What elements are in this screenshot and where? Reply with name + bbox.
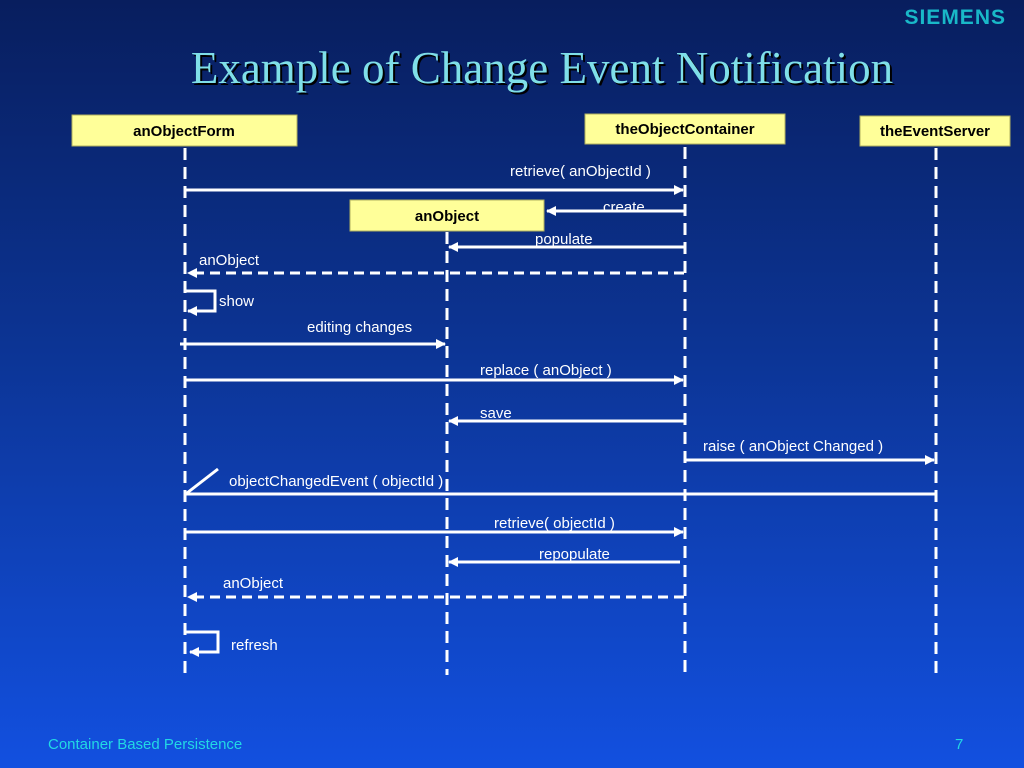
object-label-server: theEventServer	[879, 123, 991, 140]
object-label-form: anObjectForm	[133, 123, 235, 140]
msg-retrieve2-label: retrieve( objectId )	[494, 515, 615, 532]
msg-refresh-loop	[186, 632, 218, 652]
msg-editing-label: editing changes	[307, 319, 413, 336]
msg-refresh-label: refresh	[231, 637, 278, 654]
msg-replace-label: replace ( anObject )	[480, 362, 612, 379]
object-box-server	[860, 116, 1010, 146]
msg-retrieve-label: retrieve( anObjectId )	[510, 163, 651, 180]
msg-repopulate-label: repopulate	[539, 546, 610, 563]
footer-title: Container Based Persistence	[48, 736, 243, 753]
msg-save-label: save	[480, 405, 512, 422]
page-number: 7	[955, 736, 964, 753]
object-label-anobject: anObject	[414, 208, 480, 225]
msg-return2-label: anObject	[223, 575, 284, 592]
object-box-form	[72, 115, 297, 146]
siemens-logo: SIEMENS	[904, 6, 1006, 29]
msg-show-loop	[186, 291, 215, 311]
object-box-container	[585, 114, 785, 144]
msg-changed-event-label: objectChangedEvent ( objectId )	[229, 473, 444, 490]
msg-changed-event-slash	[187, 469, 218, 493]
slide-title: Example of Change Event Notification	[190, 43, 894, 93]
msg-create-label: create	[603, 199, 645, 216]
msg-raise-label: raise ( anObject Changed )	[703, 438, 884, 455]
object-label-container: theObjectContainer	[615, 121, 755, 138]
msg-return-label: anObject	[199, 252, 260, 269]
object-box-anobject	[350, 200, 544, 231]
msg-populate-label: populate	[535, 231, 593, 248]
msg-show-label: show	[219, 293, 255, 310]
